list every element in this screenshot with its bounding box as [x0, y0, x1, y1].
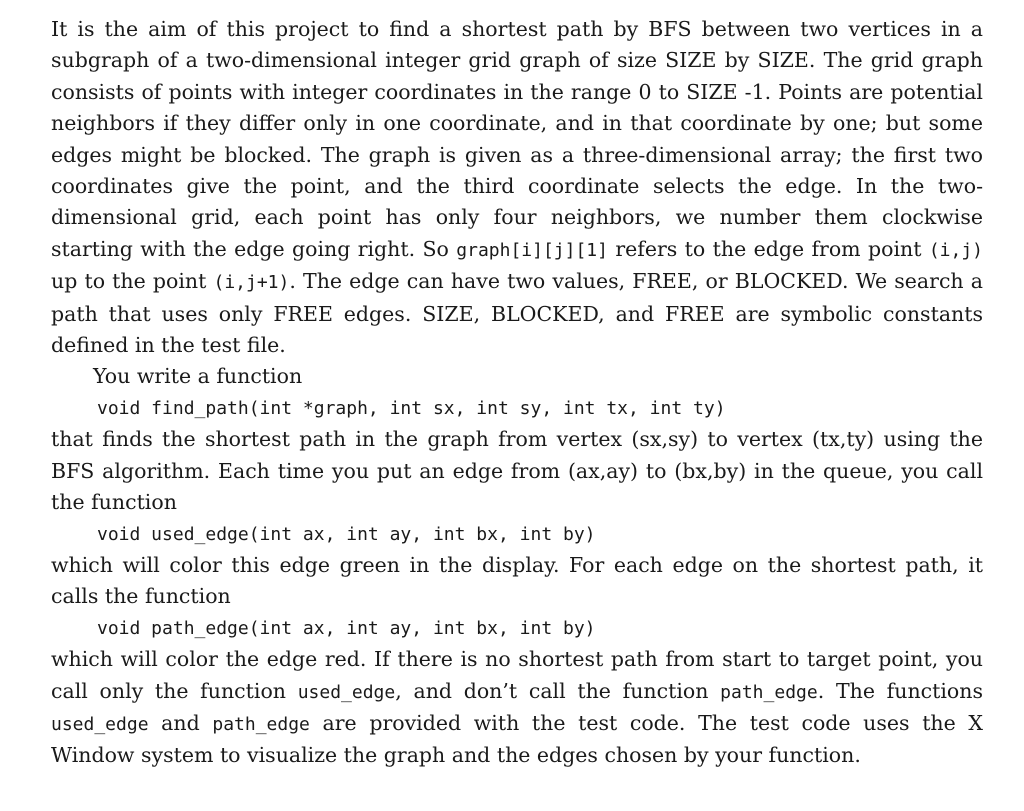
code-used-edge: void used_edge(int ax, int ay, int bx, int by) [97, 523, 596, 545]
text: refers to the edge from point [607, 236, 929, 261]
inline-code: graph[i][j][1] [456, 239, 608, 261]
document-body [51, 14, 983, 772]
inline-code: (i,j) [928, 239, 983, 261]
text: It is the aim of this project to find a shortest path by BFS between two vertices in a subgraph of a two-dimensional integer grid graph of size SIZE by SIZE. The grid graph consists of points with integer coordinates in the range 0 to SIZE -1. Points are potential neighbors if they differ only in one coordinate, and in that coordinate by one; but some edges might be blocked. The graph is given as a three-dimensional array; the first two coordinates give the point, and the third coordinate selects the edge. In the two-dimensional grid, each point has only four neighbors, we number them clockwise starting with the edge going right. So [51, 17, 983, 261]
paragraph-conclusion [51, 644, 983, 772]
code-path-edge: void path_edge(int ax, int ay, int bx, int by) [97, 617, 596, 639]
text: are provided with the test code. The test code uses the X Window system to visualize the graph and the edges chosen by your function. [51, 710, 983, 768]
text: . The edge can have two values, FREE, or BLOCKED. We search a path that uses only FREE edges. SIZE, BLOCKED, and FREE are symbolic constants defined in the test file. [51, 269, 983, 358]
text: which will color the edge red. If there is no shortest path from start to target point, you call only the function [51, 647, 983, 703]
paragraph-function-intro: You write a function [93, 364, 303, 389]
inline-code: path_edge [720, 681, 818, 703]
inline-code: used_edge [297, 681, 396, 703]
paragraph-used-edge: which will color this edge green in the display. For each edge on the shortest path, it calls the function [51, 552, 983, 609]
paragraph-intro [51, 14, 983, 361]
text: up to the point [51, 269, 214, 294]
inline-code: path_edge [212, 713, 310, 735]
text: , and don’t call the function [395, 678, 721, 703]
inline-code: used_edge [51, 713, 149, 735]
text: and [148, 710, 213, 735]
text: . The functions [817, 678, 983, 703]
inline-code: (i,j+1) [213, 272, 290, 294]
code-find-path: void find_path(int *graph, int sx, int sy, int tx, int ty) [97, 397, 726, 419]
paragraph-bfs: that finds the shortest path in the graph from vertex (sx,sy) to vertex (tx,ty) using the BFS algorithm. Each time you put an edge from (ax,ay) to (bx,by) in the queue, you call the function [51, 427, 983, 515]
